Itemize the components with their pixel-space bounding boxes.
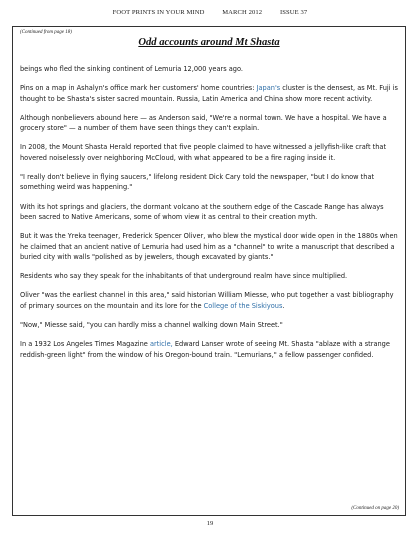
paragraph-6: With its hot springs and glaciers, the dormant volcano at the southern edge of the Cascade Range has always been sacred to Native Americans, some of whom view it as central to their creation myth. [20,202,384,221]
article-title: Odd accounts around Mt Shasta [138,37,280,48]
paragraph-2 [20,83,400,104]
article-body [20,64,400,369]
paragraph-10: "Now," Miesse said, "you can hardly miss a channel walking down Main Street." [20,321,283,330]
running-header [0,9,420,16]
paragraph-2-text-a: Pins on a map in Ashalyn's office mark her customers' home countries: [20,84,257,93]
page-number: 19 [206,520,214,527]
paragraph-9-text-a: Oliver "was the earliest channel in this area," said historian William Miesse, who put together a vast bibliography of primary sources on the mountain and its lore for the [20,291,394,310]
continued-on-note: (Continued on page 20) [351,506,399,511]
article-link[interactable]: article, [149,340,173,349]
paragraph-1: beings who fled the sinking continent of Lemuria 12,000 years ago. [20,65,243,73]
issue-date: MARCH 2012 [222,9,263,16]
paragraph-4: In 2008, the Mount Shasta Herald reported that five people claimed to have witnessed a jellyfish-like craft that hovered noiselessly over neighboring McCloud, with what appeared to be a fire raging inside it. [20,143,387,162]
publication-name: FOOT PRINTS IN YOUR MIND [112,9,205,16]
japan-link[interactable]: Japan's [256,84,281,93]
paragraph-11 [20,339,400,360]
continued-from-note: (Continued from page 18) [20,30,72,35]
paragraph-8: Residents who say they speak for the inhabitants of that underground realm have since multiplied. [20,272,348,281]
paragraph-7: But it was the Yreka teenager, Frederick Spencer Oliver, who blew the mystical door wide open in the 1880s when he claimed that an ancient native of Lemuria had used him as a "channel" to write a manuscript that described a buried city with walls "polished as by jewelers, though excavated by giants." [20,232,398,261]
paragraph-3: Although nonbelievers abound here — as Anderson said, "We're a normal town. We have a hospital. We have a grocery store" — a number of them have seen things they can't explain. [20,113,387,133]
paragraph-2-text-b: cluster is the densest, as Mt. Fuji is thought to be Shasta's sister sacred mountain. Russia, Latin America and China show more recent activity. [20,84,398,103]
paragraph-11-text-a: In a 1932 Los Angeles Times Magazine [20,340,150,349]
paragraph-5: "I really don't believe in flying saucers," lifelong resident Dick Cary told the newspaper, "but I do know that something weird was happening." [20,173,375,192]
issue-number: ISSUE 37 [279,9,308,16]
paragraph-11-text-b: Edward Lanser wrote of seeing Mt. Shasta "ablaze with a strange reddish-green light" from the window of his Oregon-bound train. "Lemurians," a fellow passenger confided. [20,340,390,359]
college-of-the-siskiyous-link[interactable]: College of the Siskiyous [203,301,283,310]
paragraph-9-text-b: . [282,301,285,310]
article-frame [12,26,406,516]
paragraph-9 [20,290,400,311]
